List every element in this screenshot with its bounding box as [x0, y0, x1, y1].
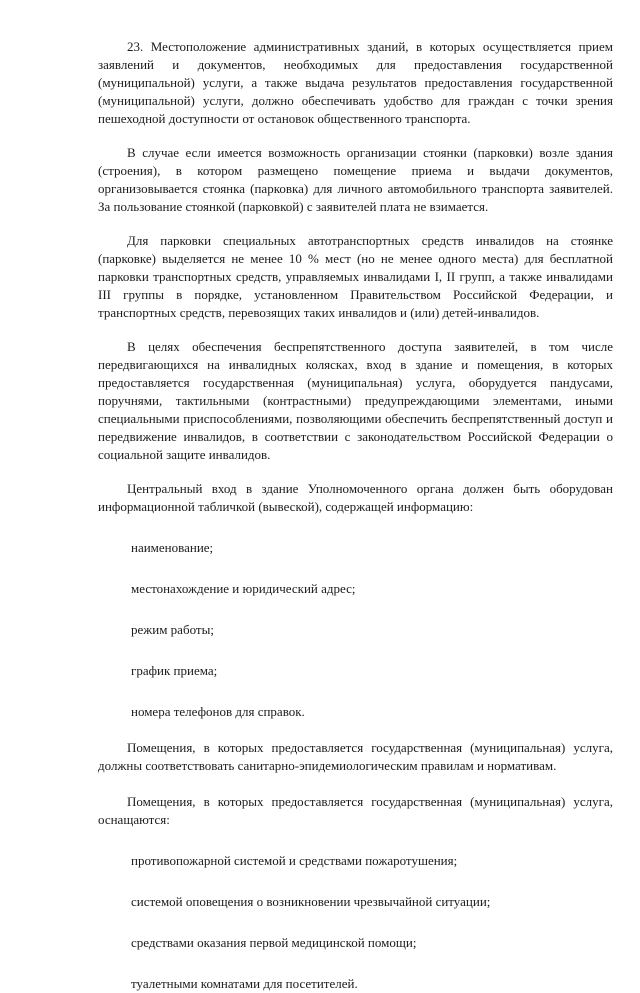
spacer: [98, 639, 613, 662]
spacer: [98, 775, 613, 793]
paragraph-building-location: 23. Местоположение административных зданий, в которых осуществляется прием заявлений и документов, необходимых для предоставления государственной (муниципальной) услуги, а также выдача результатов предоставления государственной (муниципальной) услуги, должно обеспечивать удобство для граждан с точки зрения пешеходной доступности от остановок общественного транспорта.: [98, 39, 613, 126]
paragraph-entrance-sign: Центральный вход в здание Уполномоченного органа должен быть оборудован информационной табличкой (вывеской), содержащей информацию:: [98, 481, 613, 514]
paragraph-parking: В случае если имеется возможность организации стоянки (парковки) возле здания (строения), в котором размещено помещение приема и выдачи документов, организовывается стоянка (парковка) для личного автомобильного транспорта заявителей. За пользование стоянкой (парковкой) с заявителей плата не взимается.: [98, 145, 613, 214]
equip-item-first-aid: средствами оказания первой медицинской помощи;: [131, 935, 417, 950]
sign-item-phone-numbers: номера телефонов для справок.: [131, 704, 305, 719]
equip-item-fire-safety: противопожарной системой и средствами пожаротушения;: [131, 853, 458, 868]
paragraph-sanitary: Помещения, в которых предоставляется государственная (муниципальная) услуга, должны соответствовать санитарно-эпидемиологическим правилам и нормативам.: [98, 740, 613, 773]
spacer: [98, 829, 613, 852]
spacer: [98, 216, 613, 232]
spacer: [98, 128, 613, 144]
spacer: [98, 322, 613, 338]
sign-item-working-hours: режим работы;: [131, 622, 214, 637]
equip-item-emergency-alert: системой оповещения о возникновении чрезвычайной ситуации;: [131, 894, 491, 909]
spacer: [98, 557, 613, 580]
sign-item-name: наименование;: [131, 540, 214, 555]
paragraph-disabled-parking: Для парковки специальных автотранспортных средств инвалидов на стоянке (парковке) выделяется не менее 10 % мест (но не менее одного места) для бесплатной парковки транспортных средств, управляемых инвалидами I, II групп, а также инвалидами III группы в порядке, установленном Правительством Российской Федерации, и транспортных средств, перевозящих таких инвалидов и (или) детей-инвалидов.: [98, 233, 613, 320]
sign-item-address: местонахождение и юридический адрес;: [131, 581, 356, 596]
spacer: [98, 721, 613, 739]
document-body: [98, 38, 613, 993]
paragraph-accessibility: В целях обеспечения беспрепятственного доступа заявителей, в том числе передвигающихся на инвалидных колясках, вход в здание и помещения, в которых предоставляется государственная (муниципальная) услуга, оборудуется пандусами, поручнями, тактильными (контрастными) предупреждающими элементами, иными специальными приспособлениями, позволяющими обеспечить беспрепятственный доступ и передвижение инвалидов, в соответствии с законодательством Российской Федерации о социальной защите инвалидов.: [98, 339, 613, 462]
spacer: [98, 680, 613, 703]
spacer: [98, 911, 613, 934]
paragraph-equipped: Помещения, в которых предоставляется государственная (муниципальная) услуга, оснащаются:: [98, 794, 613, 827]
sign-item-reception-schedule: график приема;: [131, 663, 218, 678]
spacer: [98, 952, 613, 975]
spacer: [98, 516, 613, 539]
equip-item-toilets: туалетными комнатами для посетителей.: [131, 976, 358, 991]
spacer: [98, 598, 613, 621]
spacer: [98, 870, 613, 893]
spacer: [98, 464, 613, 480]
